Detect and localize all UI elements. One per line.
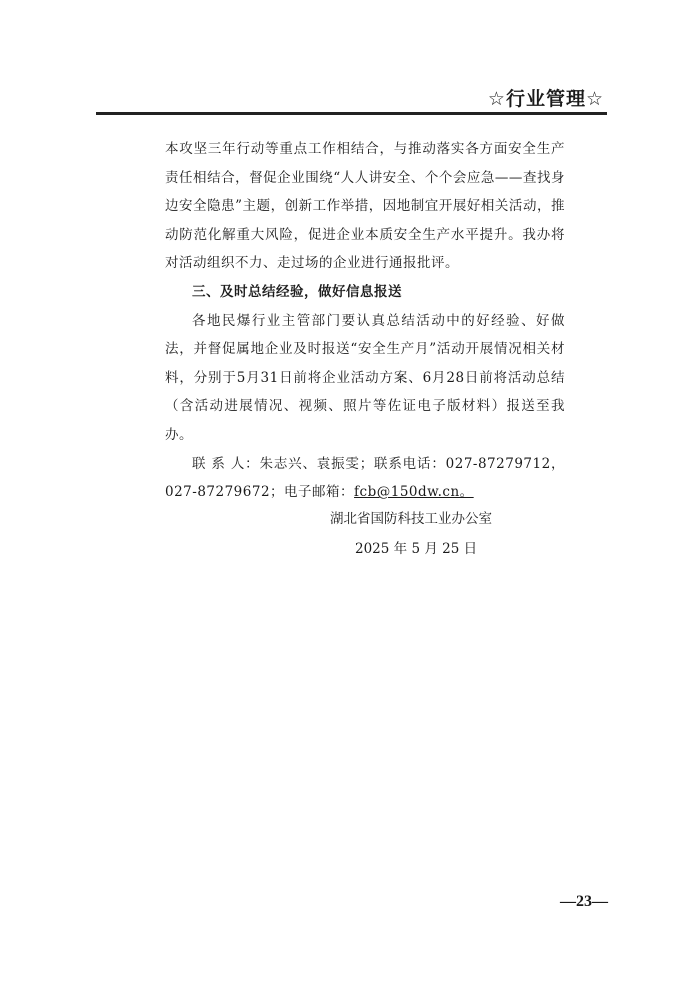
header-divider — [96, 112, 607, 115]
email-link[interactable]: fcb@150dw.cn。 — [354, 484, 474, 501]
section-heading: 三、及时总结经验，做好信息报送 — [192, 283, 402, 300]
page-header-title: ☆行业管理☆ — [487, 88, 604, 110]
signature-date: 2025 年 5 月 25 日 — [355, 541, 478, 557]
contact-info — [165, 450, 565, 507]
section-paragraph: 各地民爆行业主管部门要认真总结活动中的好经验、好做法，并督促属地企业及时报送“安全生产月”活动开展情况相关材料，分别于5月31日前将企业活动方案、6月28日前将活动总结（含活动进展情况、视频、照片等佐证电子版材料）报送至我办。 — [165, 312, 565, 443]
contact-text: 联 系 人：朱志兴、袁振雯；联系电话：027-87279712，027-87279672；电子邮箱： — [165, 455, 565, 501]
signature-organization: 湖北省国防科技工业办公室 — [330, 511, 492, 527]
document-body — [165, 135, 565, 507]
page-number: —23— — [560, 893, 608, 910]
continuation-paragraph: 本攻坚三年行动等重点工作相结合，与推动落实各方面安全生产责任相结合，督促企业围绕“人人讲安全、个个会应急——查找身边安全隐患”主题，创新工作举措，因地制宜开展好相关活动，推动防范化解重大风险，促进企业本质安全生产水平提升。我办将对活动组织不力、走过场的企业进行通报批评。 — [165, 141, 565, 272]
